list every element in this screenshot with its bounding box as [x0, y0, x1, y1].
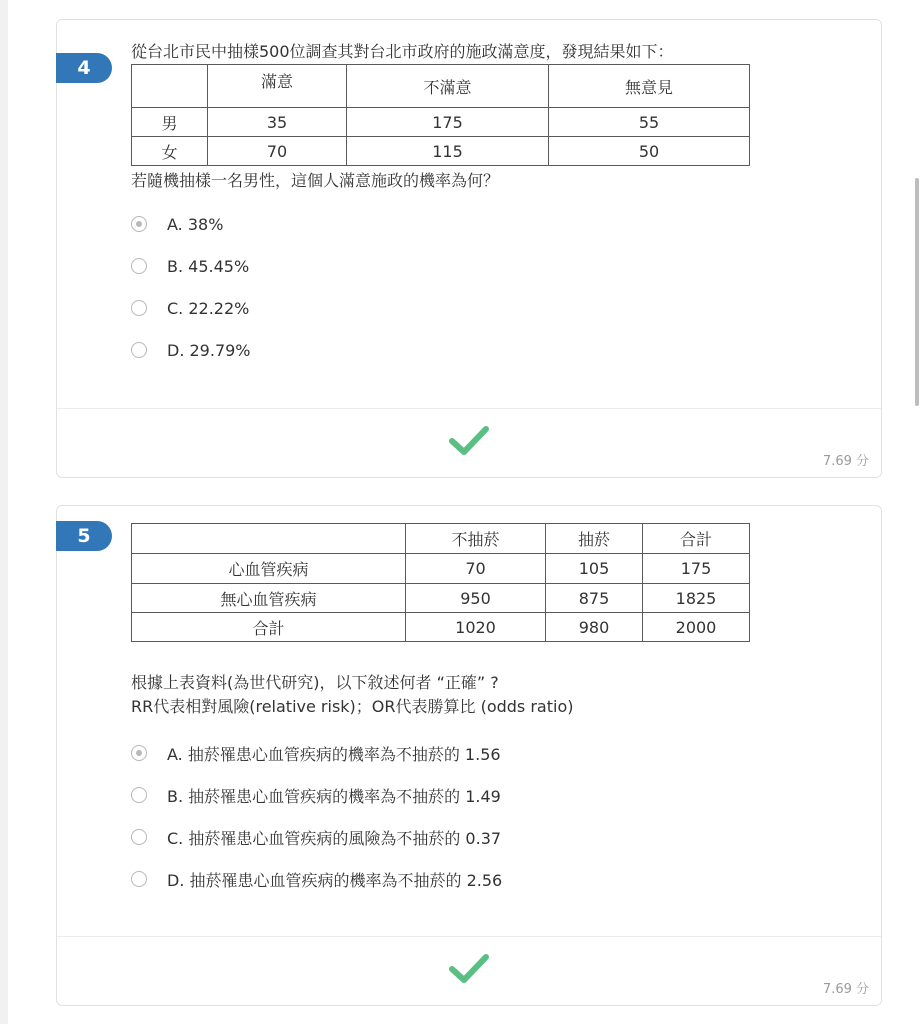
option-label: B. 45.45% — [167, 256, 250, 276]
table-header-cell — [132, 524, 406, 554]
question-prompt-line-2: RR代表相對風險(relative risk)；OR代表勝算比 (odds ratio) — [131, 697, 574, 716]
question-card-5 — [56, 505, 882, 1006]
option-label: D. 29.79% — [167, 340, 251, 360]
table-cell: 115 — [347, 137, 549, 166]
question-footer — [57, 408, 881, 477]
question-number-badge: 4 — [56, 53, 112, 83]
table-cell: 55 — [549, 108, 750, 137]
table-cell: 175 — [643, 554, 750, 584]
option-label: A. 抽菸罹患心血管疾病的機率為不抽菸的 1.56 — [167, 744, 501, 764]
table-cell: 70 — [208, 137, 347, 166]
option-c[interactable] — [131, 287, 251, 329]
option-d[interactable] — [131, 858, 502, 900]
option-a[interactable] — [131, 203, 251, 245]
table-cell: 175 — [347, 108, 549, 137]
option-b[interactable] — [131, 774, 502, 816]
table-header-row — [132, 524, 750, 554]
option-label: A. 38% — [167, 214, 224, 234]
question-card-4 — [56, 19, 882, 478]
table-header-cell — [132, 65, 208, 108]
question-prompt: 從台北市民中抽樣500位調查其對台北市政府的施政滿意度，發現結果如下： — [131, 42, 674, 61]
question-prompt-line-1: 根據上表資料(為世代研究)，以下敘述何者 “正確” ? — [131, 673, 499, 692]
table-row — [132, 554, 750, 584]
table-cell: 980 — [546, 613, 643, 642]
table-header-cell: 抽菸 — [546, 524, 643, 554]
data-table — [131, 523, 750, 642]
table-cell: 合計 — [132, 613, 406, 642]
table-header-cell: 滿意 — [208, 65, 347, 108]
option-b[interactable] — [131, 245, 251, 287]
data-table — [131, 64, 750, 166]
table-cell: 875 — [546, 584, 643, 613]
option-label: C. 抽菸罹患心血管疾病的風險為不抽菸的 0.37 — [167, 828, 502, 848]
table-cell: 35 — [208, 108, 347, 137]
option-label: D. 抽菸罹患心血管疾病的機率為不抽菸的 2.56 — [167, 870, 503, 890]
table-header-cell: 不滿意 — [347, 65, 549, 108]
option-label: B. 抽菸罹患心血管疾病的機率為不抽菸的 1.49 — [167, 786, 501, 806]
table-cell: 950 — [406, 584, 546, 613]
table-row — [132, 613, 750, 642]
table-row — [132, 584, 750, 613]
radio-selected-icon[interactable] — [131, 216, 147, 232]
table-cell: 1825 — [643, 584, 750, 613]
radio-icon[interactable] — [131, 300, 147, 316]
table-row — [132, 108, 750, 137]
radio-selected-icon[interactable] — [131, 745, 147, 761]
question-footer — [57, 936, 881, 1005]
table-cell: 男 — [132, 108, 208, 137]
table-cell: 50 — [549, 137, 750, 166]
option-label: C. 22.22% — [167, 298, 250, 318]
table-cell: 105 — [546, 554, 643, 584]
table-header-row — [132, 65, 750, 108]
radio-icon[interactable] — [131, 829, 147, 845]
answer-options — [131, 203, 251, 371]
score-label: 7.69 分 — [822, 454, 869, 469]
option-d[interactable] — [131, 329, 251, 371]
table-cell: 70 — [406, 554, 546, 584]
radio-icon[interactable] — [131, 871, 147, 887]
check-icon — [449, 425, 489, 457]
table-cell: 1020 — [406, 613, 546, 642]
option-c[interactable] — [131, 816, 502, 858]
scrollbar-thumb[interactable] — [915, 178, 919, 406]
radio-icon[interactable] — [131, 787, 147, 803]
question-number-badge: 5 — [56, 521, 112, 551]
option-a[interactable] — [131, 732, 502, 774]
table-header-cell: 無意見 — [549, 65, 750, 108]
table-cell: 2000 — [643, 613, 750, 642]
question-text: 若隨機抽樣一名男性，這個人滿意施政的機率為何？ — [131, 171, 500, 190]
table-cell: 心血管疾病 — [132, 554, 406, 584]
score-label: 7.69 分 — [822, 982, 869, 997]
table-header-cell: 合計 — [643, 524, 750, 554]
page-left-rail — [0, 0, 8, 1024]
table-row — [132, 137, 750, 166]
check-icon — [449, 953, 489, 985]
table-cell: 女 — [132, 137, 208, 166]
radio-icon[interactable] — [131, 258, 147, 274]
answer-options — [131, 732, 502, 900]
table-cell: 無心血管疾病 — [132, 584, 406, 613]
table-header-cell: 不抽菸 — [406, 524, 546, 554]
radio-icon[interactable] — [131, 342, 147, 358]
